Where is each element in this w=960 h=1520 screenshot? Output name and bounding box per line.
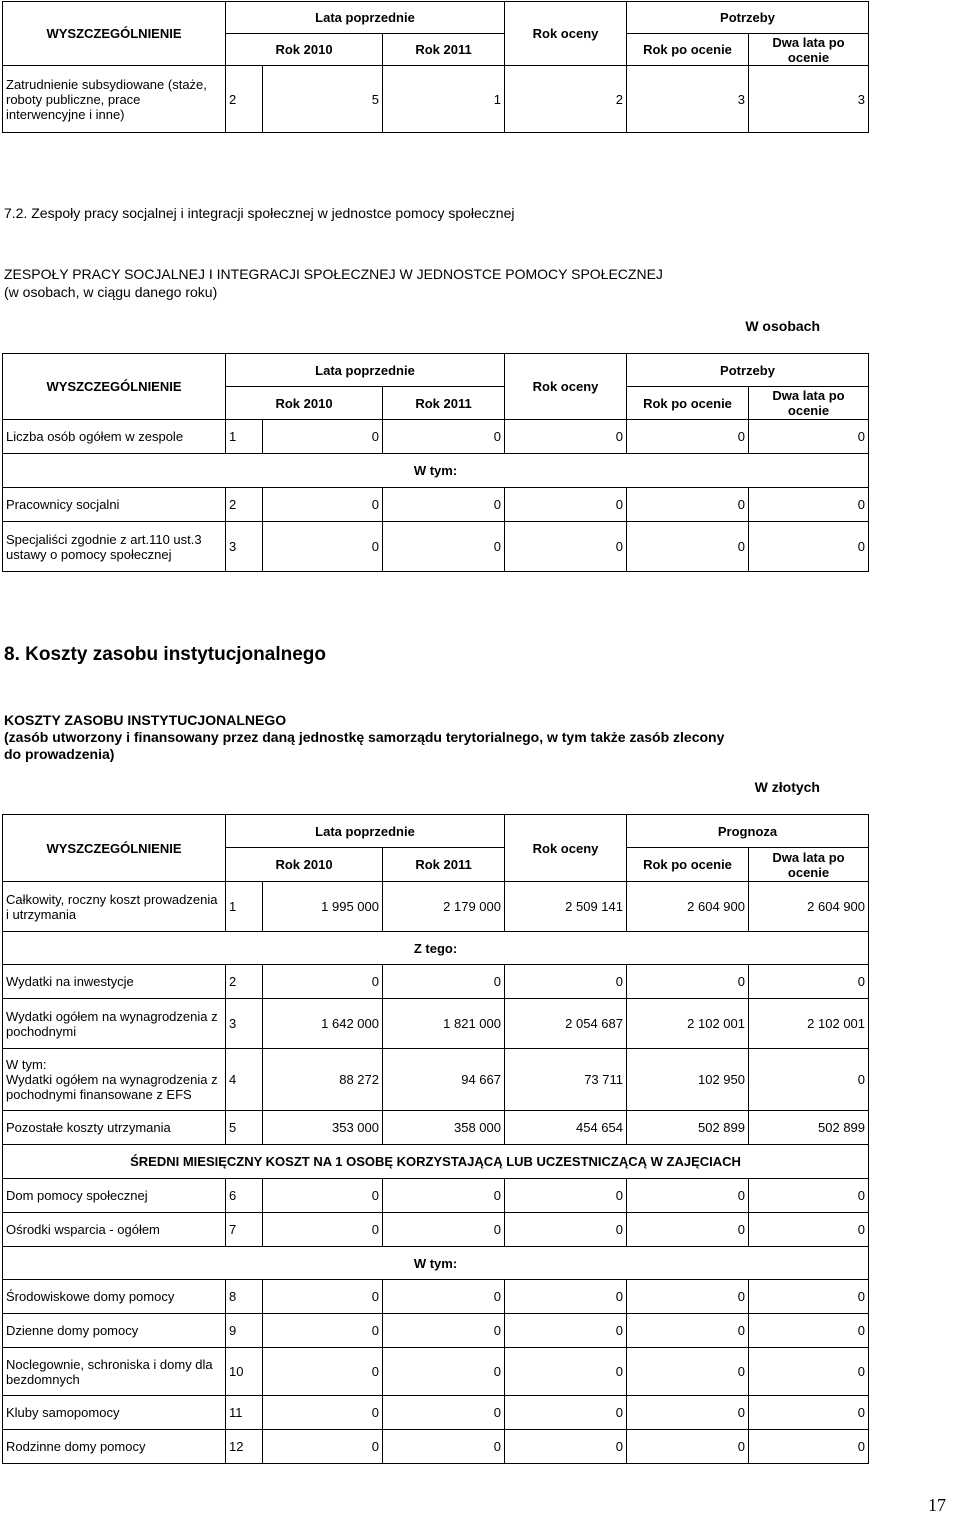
cell-rok-oceny: 0: [505, 1280, 627, 1314]
cell-rok-2011: 0: [383, 1280, 505, 1314]
row-number: 5: [226, 1111, 263, 1145]
cell-rok-oceny: 73 711: [505, 1049, 627, 1111]
row-number: 3: [226, 522, 263, 572]
header-dwa-lata-po-ocenie: Dwa lata po ocenie: [749, 34, 869, 66]
cell-rok-2011: 0: [383, 1396, 505, 1430]
table-institutional-costs: [2, 814, 869, 1464]
row-label: Pracownicy socjalni: [3, 488, 226, 522]
cell-dwa-lata-po-ocenie: 0: [749, 1314, 869, 1348]
cell-rok-2011: 94 667: [383, 1049, 505, 1111]
header-rok-oceny: Rok oceny: [505, 2, 627, 66]
cell-rok-2010: 353 000: [263, 1111, 383, 1145]
header-rok-2010: Rok 2010: [226, 848, 383, 882]
row-label-text: Wydatki ogółem na wynagrodzenia z pochodnymi finansowane z EFS: [6, 1072, 218, 1102]
cell-dwa-lata-po-ocenie: 0: [749, 1396, 869, 1430]
cell-rok-2010: 0: [263, 965, 383, 999]
row-label: Wydatki na inwestycje: [3, 965, 226, 999]
cell-rok-2011: 358 000: [383, 1111, 505, 1145]
row-label: Dzienne domy pomocy: [3, 1314, 226, 1348]
row-label: Wydatki ogółem na wynagrodzenia z pochodnymi: [3, 999, 226, 1049]
row-label: Noclegownie, schroniska i domy dla bezdomnych: [3, 1348, 226, 1396]
cell-rok-oceny: 0: [505, 1348, 627, 1396]
table-social-work-teams: [2, 353, 869, 572]
row-label: Liczba osób ogółem w zespole: [3, 420, 226, 454]
cell-rok-oceny: 0: [505, 1179, 627, 1213]
cell-rok-oceny: 0: [505, 1314, 627, 1348]
cell-rok-2010: 0: [263, 522, 383, 572]
cell-rok-oceny: 0: [505, 522, 627, 572]
cell-rok-po-ocenie: 0: [627, 1396, 749, 1430]
cell-rok-2011: 0: [383, 965, 505, 999]
table-subsidized-employment: [2, 1, 869, 133]
row-number: 10: [226, 1348, 263, 1396]
table-row: [3, 522, 869, 572]
cell-rok-po-ocenie: 0: [627, 1314, 749, 1348]
row-label: Pozostałe koszty utrzymania: [3, 1111, 226, 1145]
cell-rok-2010: 0: [263, 1348, 383, 1396]
row-label: Kluby samopomocy: [3, 1396, 226, 1430]
header-rok-po-ocenie: Rok po ocenie: [627, 34, 749, 66]
cell-rok-oceny: 0: [505, 1213, 627, 1247]
cell-dwa-lata-po-ocenie: 0: [749, 965, 869, 999]
cell-rok-2011: 0: [383, 1348, 505, 1396]
section-7-2-heading: 7.2. Zespoły pracy socjalnej i integracji społecznej w jednostce pomocy społecznej: [4, 205, 515, 221]
cell-rok-2011: 0: [383, 420, 505, 454]
cell-rok-2011: 0: [383, 1213, 505, 1247]
cell-rok-po-ocenie: 0: [627, 1213, 749, 1247]
table-row: [3, 999, 869, 1049]
row-label: [3, 1049, 226, 1111]
cell-rok-2010: 0: [263, 488, 383, 522]
cell-dwa-lata-po-ocenie: 0: [749, 420, 869, 454]
section-7-2-subtitle: (w osobach, w ciągu danego roku): [4, 284, 218, 300]
cell-rok-2011: 1: [383, 66, 505, 133]
cell-rok-oceny: 2: [505, 66, 627, 133]
row-label: Środowiskowe domy pomocy: [3, 1280, 226, 1314]
cell-rok-2010: 0: [263, 1280, 383, 1314]
cell-rok-oceny: 454 654: [505, 1111, 627, 1145]
row-number: 11: [226, 1396, 263, 1430]
w-tym-separator: W tym:: [3, 454, 869, 488]
row-label: Całkowity, roczny koszt prowadzenia i utrzymania: [3, 882, 226, 932]
section-8-subtitle: (zasób utworzony i finansowany przez daną jednostkę samorządu terytorialnego, w tym także zasób zlecony do prowadzenia): [4, 729, 725, 762]
header-lata-poprzednie: Lata poprzednie: [226, 354, 505, 387]
cell-dwa-lata-po-ocenie: 0: [749, 1179, 869, 1213]
row-number: 12: [226, 1430, 263, 1464]
cell-rok-2010: 0: [263, 420, 383, 454]
cell-rok-oceny: 0: [505, 488, 627, 522]
section-7-2-title: ZESPOŁY PRACY SOCJALNEJ I INTEGRACJI SPOŁECZNEJ W JEDNOSTCE POMOCY SPOŁECZNEJ: [4, 266, 663, 282]
cell-rok-oceny: 0: [505, 1396, 627, 1430]
header-wyszczegolnienie: WYSZCZEGÓLNIENIE: [3, 815, 226, 882]
cell-rok-2011: 2 179 000: [383, 882, 505, 932]
table-row: [3, 1111, 869, 1145]
cell-rok-2010: 1 995 000: [263, 882, 383, 932]
table-row: [3, 488, 869, 522]
header-wyszczegolnienie: WYSZCZEGÓLNIENIE: [3, 2, 226, 66]
row-number: 2: [226, 965, 263, 999]
cell-dwa-lata-po-ocenie: 2 102 001: [749, 999, 869, 1049]
row-number: 7: [226, 1213, 263, 1247]
page-number: 17: [928, 1495, 946, 1515]
w-tym-separator: W tym:: [3, 1247, 869, 1280]
header-rok-oceny: Rok oceny: [505, 354, 627, 420]
header-lata-poprzednie: Lata poprzednie: [226, 2, 505, 34]
cell-rok-2011: 0: [383, 488, 505, 522]
cell-rok-po-ocenie: 0: [627, 1280, 749, 1314]
cell-rok-2010: 5: [263, 66, 383, 133]
cell-rok-po-ocenie: 0: [627, 1430, 749, 1464]
header-prognoza: Prognoza: [627, 815, 869, 848]
cell-rok-2011: 1 821 000: [383, 999, 505, 1049]
cell-rok-oceny: 2 509 141: [505, 882, 627, 932]
cell-rok-2010: 1 642 000: [263, 999, 383, 1049]
row-label: Ośrodki wsparcia - ogółem: [3, 1213, 226, 1247]
cell-rok-2011: 0: [383, 522, 505, 572]
cell-rok-2011: 0: [383, 1314, 505, 1348]
cell-dwa-lata-po-ocenie: 0: [749, 1049, 869, 1111]
section-8-title: KOSZTY ZASOBU INSTYTUCJONALNEGO: [4, 712, 287, 728]
header-lata-poprzednie: Lata poprzednie: [226, 815, 505, 848]
row-number: 8: [226, 1280, 263, 1314]
z-tego-separator: Z tego:: [3, 932, 869, 965]
row-label: Dom pomocy społecznej: [3, 1179, 226, 1213]
header-dwa-lata-po-ocenie: Dwa lata po ocenie: [749, 848, 869, 882]
header-dwa-lata-po-ocenie: Dwa lata po ocenie: [749, 387, 869, 420]
cell-dwa-lata-po-ocenie: 3: [749, 66, 869, 133]
table-row: [3, 1348, 869, 1396]
cell-rok-po-ocenie: 2 604 900: [627, 882, 749, 932]
cell-rok-2010: 0: [263, 1314, 383, 1348]
cell-rok-oceny: 0: [505, 1430, 627, 1464]
cell-rok-po-ocenie: 0: [627, 522, 749, 572]
cell-rok-2011: 0: [383, 1430, 505, 1464]
cell-rok-po-ocenie: 502 899: [627, 1111, 749, 1145]
row-label: Zatrudnienie subsydiowane (staże, roboty publiczne, prace interwencyjne i inne): [3, 66, 226, 133]
row-number: 3: [226, 999, 263, 1049]
cell-dwa-lata-po-ocenie: 0: [749, 522, 869, 572]
cell-rok-2011: 0: [383, 1179, 505, 1213]
row-number: 1: [226, 882, 263, 932]
cell-rok-2010: 88 272: [263, 1049, 383, 1111]
cell-rok-po-ocenie: 0: [627, 420, 749, 454]
cell-dwa-lata-po-ocenie: 0: [749, 1348, 869, 1396]
table-row: [3, 1280, 869, 1314]
cell-rok-oceny: 0: [505, 965, 627, 999]
cell-rok-po-ocenie: 0: [627, 1348, 749, 1396]
table-row: [3, 1430, 869, 1464]
section-8-heading: 8. Koszty zasobu instytucjonalnego: [4, 644, 326, 665]
table-row: [3, 1179, 869, 1213]
row-number: 6: [226, 1179, 263, 1213]
cell-dwa-lata-po-ocenie: 0: [749, 1280, 869, 1314]
header-rok-2010: Rok 2010: [226, 387, 383, 420]
cell-dwa-lata-po-ocenie: 2 604 900: [749, 882, 869, 932]
header-rok-oceny: Rok oceny: [505, 815, 627, 882]
cell-rok-po-ocenie: 3: [627, 66, 749, 133]
cell-rok-2010: 0: [263, 1396, 383, 1430]
header-rok-2011: Rok 2011: [383, 848, 505, 882]
cell-rok-2010: 0: [263, 1213, 383, 1247]
cell-dwa-lata-po-ocenie: 0: [749, 488, 869, 522]
row-label: Rodzinne domy pomocy: [3, 1430, 226, 1464]
row-number: 1: [226, 420, 263, 454]
cell-rok-2010: 0: [263, 1179, 383, 1213]
table-row: [3, 66, 869, 133]
header-potrzeby: Potrzeby: [627, 2, 869, 34]
header-rok-po-ocenie: Rok po ocenie: [627, 848, 749, 882]
cell-dwa-lata-po-ocenie: 0: [749, 1213, 869, 1247]
header-wyszczegolnienie: WYSZCZEGÓLNIENIE: [3, 354, 226, 420]
table-row: [3, 882, 869, 932]
table-row: [3, 1314, 869, 1348]
cell-rok-po-ocenie: 102 950: [627, 1049, 749, 1111]
cell-rok-2010: 0: [263, 1430, 383, 1464]
sredni-koszt-separator: ŚREDNI MIESIĘCZNY KOSZT NA 1 OSOBĘ KORZYSTAJĄCĄ LUB UCZESTNICZĄCĄ W ZAJĘCIACH: [3, 1145, 869, 1179]
header-rok-po-ocenie: Rok po ocenie: [627, 387, 749, 420]
header-rok-2011: Rok 2011: [383, 387, 505, 420]
cell-rok-po-ocenie: 0: [627, 965, 749, 999]
cell-rok-po-ocenie: 2 102 001: [627, 999, 749, 1049]
cell-rok-po-ocenie: 0: [627, 488, 749, 522]
row-label-prefix: W tym:: [6, 1057, 47, 1072]
row-label: Specjaliści zgodnie z art.110 ust.3 ustawy o pomocy społecznej: [3, 522, 226, 572]
row-number: 2: [226, 488, 263, 522]
cell-dwa-lata-po-ocenie: 0: [749, 1430, 869, 1464]
table-row: [3, 420, 869, 454]
table-row: [3, 1396, 869, 1430]
table-row: [3, 965, 869, 999]
table-row: [3, 1213, 869, 1247]
header-rok-2011: Rok 2011: [383, 34, 505, 66]
header-rok-2010: Rok 2010: [226, 34, 383, 66]
cell-dwa-lata-po-ocenie: 502 899: [749, 1111, 869, 1145]
cell-rok-oceny: 0: [505, 420, 627, 454]
header-potrzeby: Potrzeby: [627, 354, 869, 387]
cell-rok-po-ocenie: 0: [627, 1179, 749, 1213]
table-row: [3, 1049, 869, 1111]
row-number: 4: [226, 1049, 263, 1111]
row-number: 9: [226, 1314, 263, 1348]
row-number: 2: [226, 66, 263, 133]
cell-rok-oceny: 2 054 687: [505, 999, 627, 1049]
